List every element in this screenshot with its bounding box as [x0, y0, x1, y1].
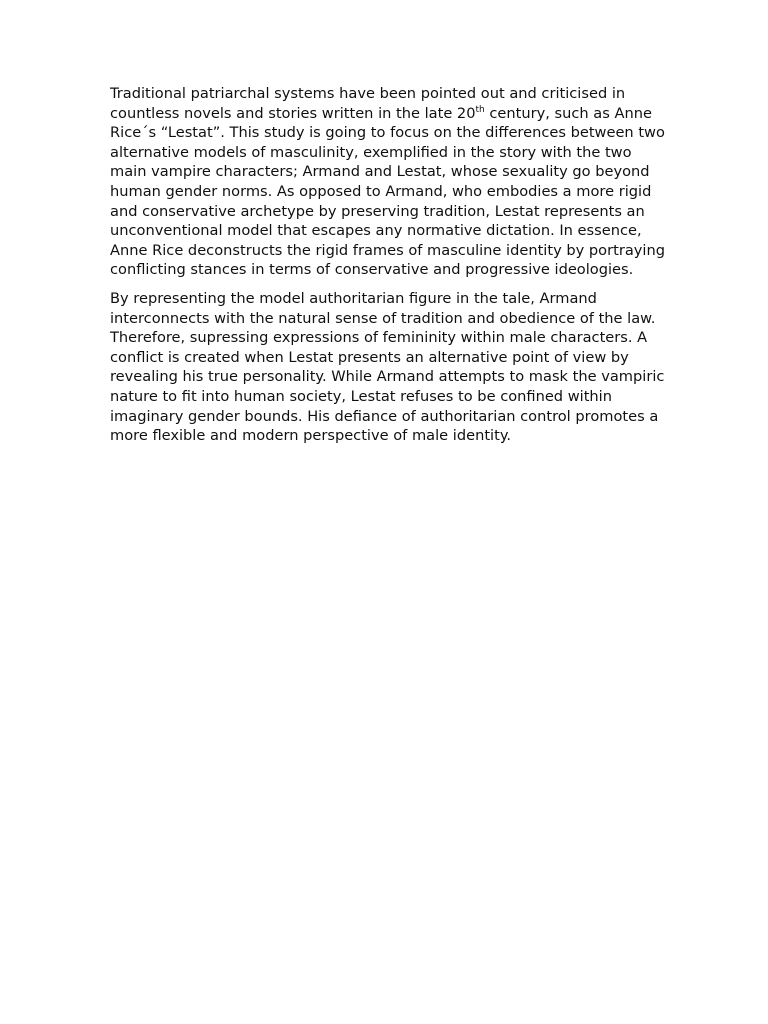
- document-body: [110, 84, 666, 455]
- ordinal-superscript: th: [475, 104, 485, 115]
- paragraph-1: [110, 84, 666, 280]
- paragraph-1-text-start: Traditional patriarchal systems have been pointed out and criticised in countless novels and stories written in the late 20: [110, 85, 626, 122]
- paragraph-1-text-end: century, such as Anne Rice´s “Lestat”. This study is going to focus on the differences between two alternative models of masculinity, exemplified in the story with the two main vampire characters; Armand and Lestat, whose sexuality go beyond human gender norms. As opposed to Armand, who embodies a more rigid and conservative archetype by preserving tradition, Lestat represents an unconventional model that escapes any normative dictation. In essence, Anne Rice deconstructs the rigid frames of masculine identity by portraying conflicting stances in terms of conservative and progressive ideologies.: [110, 104, 665, 279]
- paragraph-2: By representing the model authoritarian figure in the tale, Armand interconnects with the natural sense of tradition and obedience of the law. Therefore, supressing expressions of femininity within male characters. A conflict is created when Lestat presents an alternative point of view by revealing his true personality. While Armand attempts to mask the vampiric nature to fit into human society, Lestat refuses to be confined within imaginary gender bounds. His defiance of authoritarian control promotes a more flexible and modern perspective of male identity.: [110, 289, 665, 445]
